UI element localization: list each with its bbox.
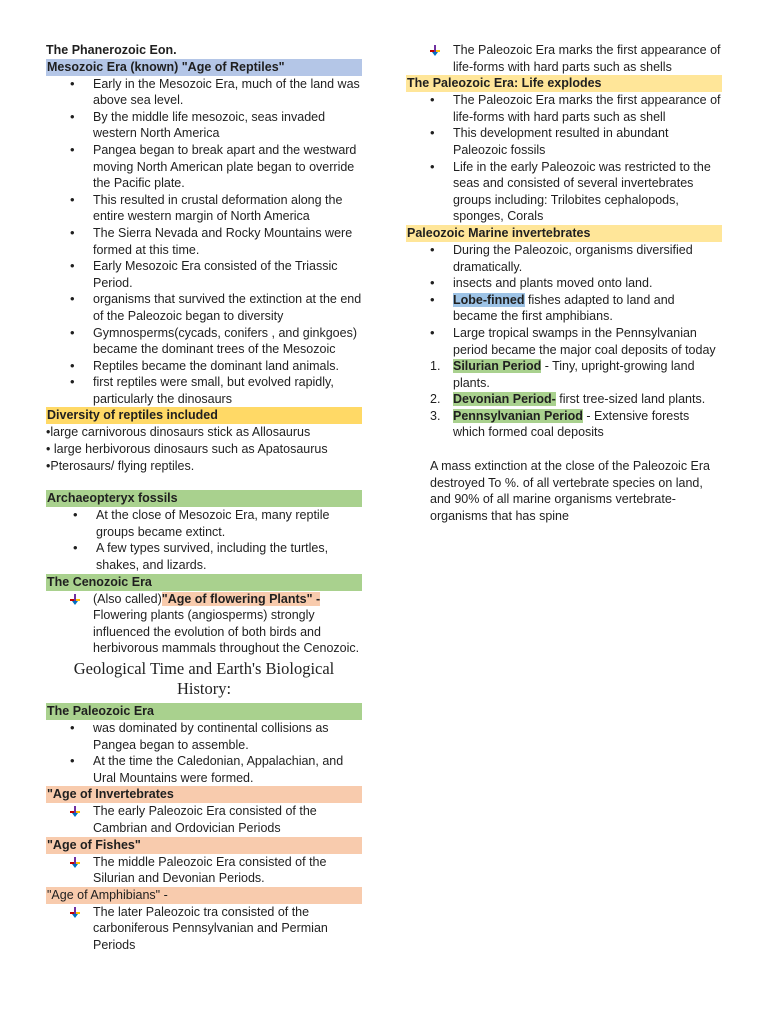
list-item: • Life in the early Paleozoic was restricted to the seas and consisted of several invertebrates groups including: Trilobites cephalopods, sponges, Corals [406,159,722,225]
period-item [406,408,722,441]
extinction-paragraph: A mass extinction at the close of the Paleozoic Era destroyed To %. of all vertebrate species on land, and 90% of all marine organisms vertebrate-organisms that has spine [430,459,711,523]
section-title: Geological Time and Earth's Biological History: [73,659,335,698]
marine-list [406,242,722,358]
left-column [46,42,362,954]
period-desc: first tree-sized land plants. [555,392,706,407]
arrow-bullet-icon [69,907,81,919]
list-item-text: The Paleozoic Era marks the first appearance of life-forms with hard parts such as shells [453,43,721,74]
amphibians-header: "Age of Amphibians" - [46,887,362,904]
period-name: Silurian Period [453,359,542,374]
period-number: 2. [430,392,441,407]
list-item [46,854,362,887]
list-item [406,292,722,325]
fishes-list [46,854,362,887]
list-item [46,803,362,836]
list-item: • This resulted in crustal deformation along the entire western margin of North America [46,192,362,225]
paleozoic-header: The Paleozoic Era [46,703,362,720]
diversity-line: • large herbivorous dinosaurs such as Apatosaurus [46,442,328,457]
period-number: 1. [430,359,441,374]
cenozoic-text: Flowering plants (angiosperms) strongly influenced the evolution of both birds and herbivorous mammals throughout the Cenozoic. [93,608,360,656]
archaeopteryx-header: Archaeopteryx fossils [46,490,362,507]
list-item: • first reptiles were small, but evolved rapidly, particularly the dinosaurs [46,374,362,407]
mesozoic-header: Mesozoic Era (known) "Age of Reptiles" [46,59,362,76]
cenozoic-header: The Cenozoic Era [46,574,362,591]
list-item-text: fishes adapted to land and became the first amphibians. [453,292,675,324]
arrow-bullet-icon [429,45,441,57]
list-item: • insects and plants moved onto land. [406,275,722,292]
diversity-header: Diversity of reptiles included [46,407,362,424]
fishes-header: "Age of Fishes" [46,837,362,854]
list-item: • At the time the Caledonian, Appalachian, and Ural Mountains were formed. [46,753,362,786]
list-item [46,591,362,657]
list-item: • Large tropical swamps in the Pennsylvanian period became the major coal deposits of today [406,325,722,358]
diversity-line: •large carnivorous dinosaurs stick as Allosaurus [46,425,311,440]
life-explodes-list [406,92,722,225]
list-item [406,42,722,75]
period-number: 3. [430,408,441,423]
archaeopteryx-list [46,507,362,573]
invertebrates-list [46,803,362,836]
period-desc: - Extensive forests which formed coal deposits [453,408,690,440]
list-item: • By the middle life mesozoic, seas invaded western North America [46,109,362,142]
life-explodes-header: The Paleozoic Era: Life explodes [406,75,722,92]
list-item-text: The later Paleozoic tra consisted of the carboniferous Pennsylvanian and Permian Periods [93,904,328,952]
list-item-text: The early Paleozoic Era consisted of the Cambrian and Ordovician Periods [93,804,317,835]
list-item: • Early in the Mesozoic Era, much of the land was above sea level. [46,76,362,109]
arrow-bullet-icon [69,857,81,869]
period-item [406,358,722,391]
cenozoic-highlight: "Age of flowering Plants" - [161,591,321,606]
mesozoic-list [46,76,362,408]
diversity-line: •Pterosaurs/ flying reptiles. [46,458,195,473]
top-list [406,42,722,75]
page-title: The Phanerozoic Eon. [46,43,177,57]
invertebrates-header: "Age of Invertebrates [46,786,362,803]
list-item: • The Paleozoic Era marks the first appearance of life-forms with hard parts such as shell [406,92,722,125]
list-item: • During the Paleozoic, organisms diversified dramatically. [406,242,722,275]
period-name: Devonian Period- [453,392,556,407]
list-item [46,904,362,954]
arrow-bullet-icon [69,806,81,818]
list-item-text: The middle Paleozoic Era consisted of the Silurian and Devonian Periods. [93,854,327,886]
period-item [406,391,722,408]
paleozoic-list [46,720,362,786]
cenozoic-list [46,591,362,657]
marine-header: Paleozoic Marine invertebrates [406,225,722,242]
right-column [406,42,722,524]
list-item: • Pangea began to break apart and the westward moving North American plate began to override the Pacific plate. [46,142,362,192]
list-item: • The Sierra Nevada and Rocky Mountains were formed at this time. [46,225,362,258]
list-item: • organisms that survived the extinction at the end of the Paleozoic began to diversity [46,291,362,324]
list-item: • Early Mesozoic Era consisted of the Triassic Period. [46,258,362,291]
lobe-finned-highlight: Lobe-finned [453,292,525,307]
list-item: • A few types survived, including the turtles, shakes, and lizards. [46,540,362,573]
list-item: • Gymnosperms(cycads, conifers , and ginkgoes) became the dominant trees of the Mesozoic [46,325,362,358]
list-item: • At the close of Mesozoic Era, many reptile groups became extinct. [46,507,362,540]
period-name: Pennsylvanian Period [453,408,583,423]
amphibians-list [46,904,362,954]
list-item: • was dominated by continental collisions as Pangea began to assemble. [46,720,362,753]
period-desc: - Tiny, upright-growing land plants. [453,359,695,390]
list-item: • This development resulted in abundant Paleozoic fossils [406,125,722,158]
arrow-bullet-icon [69,594,81,606]
list-item: • Reptiles became the dominant land animals. [46,358,362,375]
periods-list [406,358,722,441]
cenozoic-prefix: (Also called) [93,591,162,606]
